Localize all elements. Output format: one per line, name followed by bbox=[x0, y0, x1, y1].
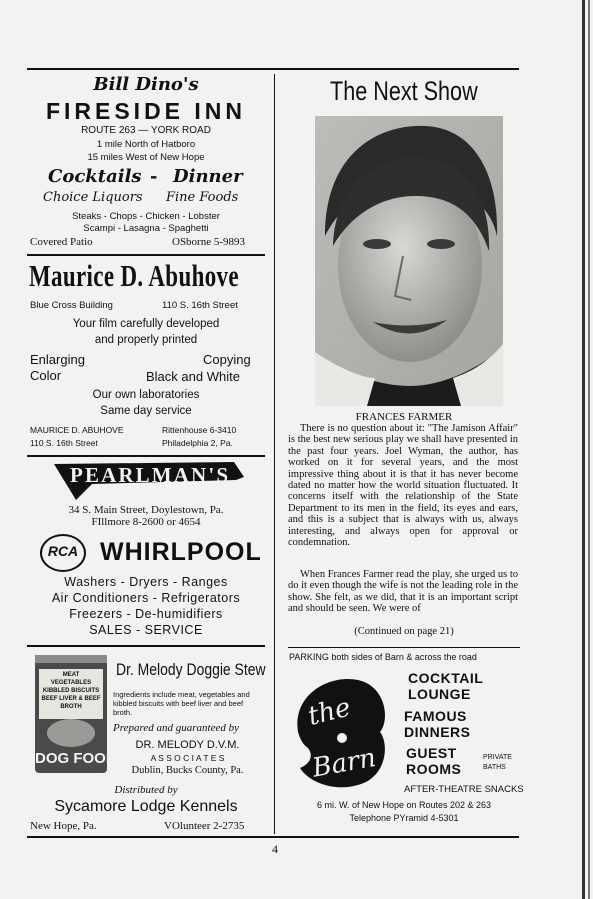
whirlpool-line-1: Washers - Dryers - Ranges bbox=[64, 575, 228, 589]
barn-phone: Telephone PYramid 4-5301 bbox=[349, 813, 459, 823]
doggie-prepared: Prepared and guaranteed by bbox=[113, 722, 239, 734]
doggie-doctor: DR. MELODY D.V.M. bbox=[135, 739, 240, 751]
fireside-phone: OSborne 5-9893 bbox=[172, 236, 246, 248]
abuhove-line-3: Our own laboratories bbox=[92, 389, 200, 401]
can-stew-bowl bbox=[47, 719, 95, 747]
abuhove-footer-name: MAURICE D. ABUHOVE bbox=[30, 425, 124, 435]
abuhove-footer-city: Philadelphia 2, Pa. bbox=[162, 438, 233, 448]
fireside-patio: Covered Patio bbox=[30, 236, 93, 248]
top-rule bbox=[27, 68, 519, 70]
doggie-phone: VOlunteer 2-2735 bbox=[164, 820, 245, 832]
whirlpool-line-2: Air Conditioners - Refrigerators bbox=[51, 591, 241, 605]
whirlpool-line-4: SALES - SERVICE bbox=[89, 623, 203, 637]
can-meat: MEAT bbox=[62, 672, 80, 678]
abuhove-footer-phone: Rittenhouse 6-3410 bbox=[162, 425, 237, 435]
abuhove-footer-address: 110 S. 16th Street bbox=[30, 438, 98, 448]
barn-logo-the: the bbox=[305, 692, 354, 732]
abuhove-copying: Copying bbox=[203, 352, 251, 367]
abuhove-name: Maurice D. Abuhove bbox=[29, 258, 239, 293]
next-show-heading: The Next Show bbox=[330, 76, 478, 106]
abuhove-black-white: Black and White bbox=[146, 369, 240, 384]
page-edge-shadow bbox=[588, 0, 590, 899]
page-edge bbox=[582, 0, 585, 899]
photo-caption: FRANCES FARMER bbox=[355, 411, 453, 423]
abuhove-color: Color bbox=[30, 368, 62, 383]
article-paragraph-2: When Frances Farmer read the play, she urged us to do it even though the wife is not the leading role in the show. She felt, as we did, that it is an important script and should be seen. We were of bbox=[288, 569, 518, 615]
can-liver: BEEF LIVER & BEEF BROTH bbox=[41, 696, 101, 710]
pearlman-address: 34 S. Main Street, Doylestown, Pa. bbox=[68, 504, 224, 516]
doggie-distributed: Distributed by bbox=[114, 784, 178, 796]
barn-cocktail: COCKTAIL bbox=[408, 670, 484, 686]
doggie-associates: A S S O C I A T E S bbox=[150, 753, 225, 763]
fireside-choice-liquors: Choice Liquors bbox=[43, 190, 143, 205]
pearlman-logo-banner bbox=[54, 460, 244, 502]
abuhove-building: Blue Cross Building bbox=[30, 300, 113, 311]
pearlman-phone: FIllmore 8-2600 or 4654 bbox=[91, 516, 201, 528]
doggie-location: New Hope, Pa. bbox=[30, 820, 97, 832]
can-dog-food: DOG FOOD bbox=[35, 750, 117, 767]
divider-fireside-abuhove bbox=[27, 254, 265, 256]
barn-rooms: ROOMS bbox=[406, 761, 462, 777]
fireside-owner: Bill Dino's bbox=[93, 74, 199, 95]
barn-logo bbox=[290, 672, 390, 790]
abuhove-line-4: Same day service bbox=[100, 405, 192, 417]
abuhove-line-2: and properly printed bbox=[94, 334, 198, 346]
rca-logo: RCA bbox=[47, 543, 79, 559]
fireside-route: ROUTE 263 — YORK ROAD bbox=[81, 125, 211, 136]
doggie-kennels: Sycamore Lodge Kennels bbox=[54, 798, 238, 815]
barn-parking: PARKING both sides of Barn & across the road bbox=[289, 652, 477, 662]
barn-snacks: AFTER-THEATRE SNACKS bbox=[404, 784, 524, 795]
fireside-name: FIRESIDE INN bbox=[45, 98, 247, 124]
barn-guest: GUEST bbox=[406, 745, 457, 761]
fireside-dinner: Dinner bbox=[173, 166, 243, 187]
doggie-town: Dublin, Bucks County, Pa. bbox=[131, 765, 244, 776]
doggie-ingredients: Ingredients include meat, vegetables and kibbled biscuits with beef liver and beef broth. bbox=[113, 690, 250, 717]
barn-logo-barn: Barn bbox=[310, 742, 379, 784]
frances-farmer-photo bbox=[315, 116, 503, 406]
abuhove-enlarging: Enlarging bbox=[30, 352, 85, 367]
divider-whirlpool-doggie bbox=[27, 645, 265, 647]
barn-directions: 6 mi. W. of New Hope on Routes 202 & 263 bbox=[316, 800, 492, 810]
abuhove-line-1: Your film carefully developed bbox=[72, 318, 220, 330]
divider-next-show-barn bbox=[288, 647, 520, 648]
fireside-cocktails: Cocktails bbox=[48, 166, 142, 187]
barn-baths: BATHS bbox=[483, 764, 506, 771]
barn-dinners: DINNERS bbox=[404, 724, 471, 740]
fireside-fine-foods: Fine Foods bbox=[166, 190, 239, 205]
whirlpool-line-3: Freezers - De-humidifiers bbox=[69, 607, 223, 621]
pearlman-logo: PEARLMAN'S bbox=[70, 463, 228, 487]
divider-abuhove-pearlman bbox=[27, 455, 265, 457]
can-biscuits: KIBBLED BISCUITS bbox=[42, 688, 100, 694]
dog-food-can bbox=[35, 655, 117, 773]
whirlpool-brand: WHIRLPOOL bbox=[100, 538, 262, 566]
can-label bbox=[39, 669, 103, 719]
fireside-direction-1: 1 mile North of Hatboro bbox=[96, 139, 196, 150]
barn-private: PRIVATE bbox=[483, 754, 512, 761]
fireside-direction-2: 15 miles West of New Hope bbox=[87, 152, 205, 163]
barn-lounge: LOUNGE bbox=[408, 686, 471, 702]
doggie-title: Dr. Melody Doggie Stew bbox=[116, 660, 266, 679]
fireside-dash: - bbox=[150, 166, 158, 187]
bottom-rule bbox=[27, 836, 519, 838]
article-paragraph-1: There is no question about it: "The Jamison Affair" is the best new serious play we shall have presented in the past four years. Joel Wyman, the author, has worked on it for several years, and the most impressive thing about it is that it has never become dated no matter how the world situation fluctuated. It concerns itself with the relationship of the State Department to its men in the field, its eyes and ears, and this is a subject that is always with us, always interesting, and always open for approval or condemnation. bbox=[288, 423, 518, 549]
abuhove-address: 110 S. 16th Street bbox=[162, 300, 238, 311]
column-divider bbox=[274, 74, 275, 834]
fireside-menu-1: Steaks - Chops - Chicken - Lobster bbox=[72, 211, 220, 222]
barn-famous: FAMOUS bbox=[404, 708, 467, 724]
can-vegetables: VEGETABLES bbox=[50, 680, 92, 686]
fireside-menu-2: Scampi - Lasagna - Spaghetti bbox=[83, 223, 209, 234]
article-continued: (Continued on page 21) bbox=[354, 626, 454, 637]
page-number: 4 bbox=[272, 842, 278, 856]
